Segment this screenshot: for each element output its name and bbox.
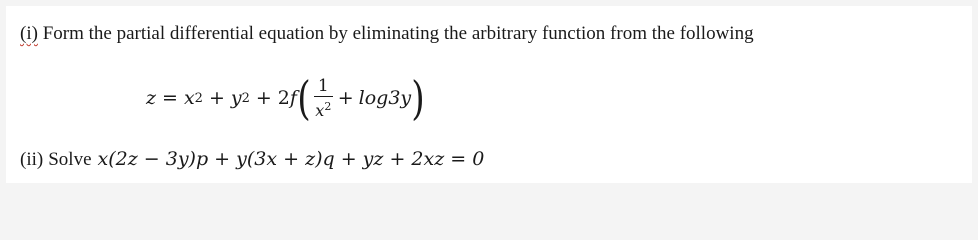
eq-coefficient: 2 [277, 87, 290, 109]
eq-x-exponent: 2 [194, 90, 203, 106]
eq-equals: = [162, 87, 178, 109]
eq-x: x [183, 87, 195, 109]
fraction-numerator: 1 [314, 76, 333, 97]
eq-y-exponent: 2 [241, 90, 250, 106]
eq-lhs: z [146, 87, 157, 109]
fraction-denominator: $x^2$ [315, 99, 332, 120]
right-paren: ) [411, 71, 425, 125]
equation-1 [146, 70, 425, 126]
question-2-equation: x(2z − 3y)p + y(3x + z)q + yz + 2xz = 0 [97, 148, 485, 170]
fraction [314, 76, 333, 121]
eq-function: f [289, 87, 297, 109]
question-1-text: Form the partial differential equation by eliminating the arbitrary function from the following [37, 23, 754, 44]
document-page [6, 6, 972, 183]
question-2-label: Solve [48, 149, 92, 170]
left-paren: ( [297, 71, 311, 125]
eq-plus-1: + [208, 87, 225, 109]
eq-plus-2: + [255, 87, 272, 109]
eq-y: y [230, 87, 242, 109]
question-1 [20, 22, 754, 46]
eq-log-term: log3y [358, 87, 412, 109]
question-1-number: (i) [20, 23, 38, 44]
question-2-number: (ii) [20, 149, 44, 170]
question-2 [20, 146, 484, 173]
eq-plus-3: + [337, 87, 354, 109]
